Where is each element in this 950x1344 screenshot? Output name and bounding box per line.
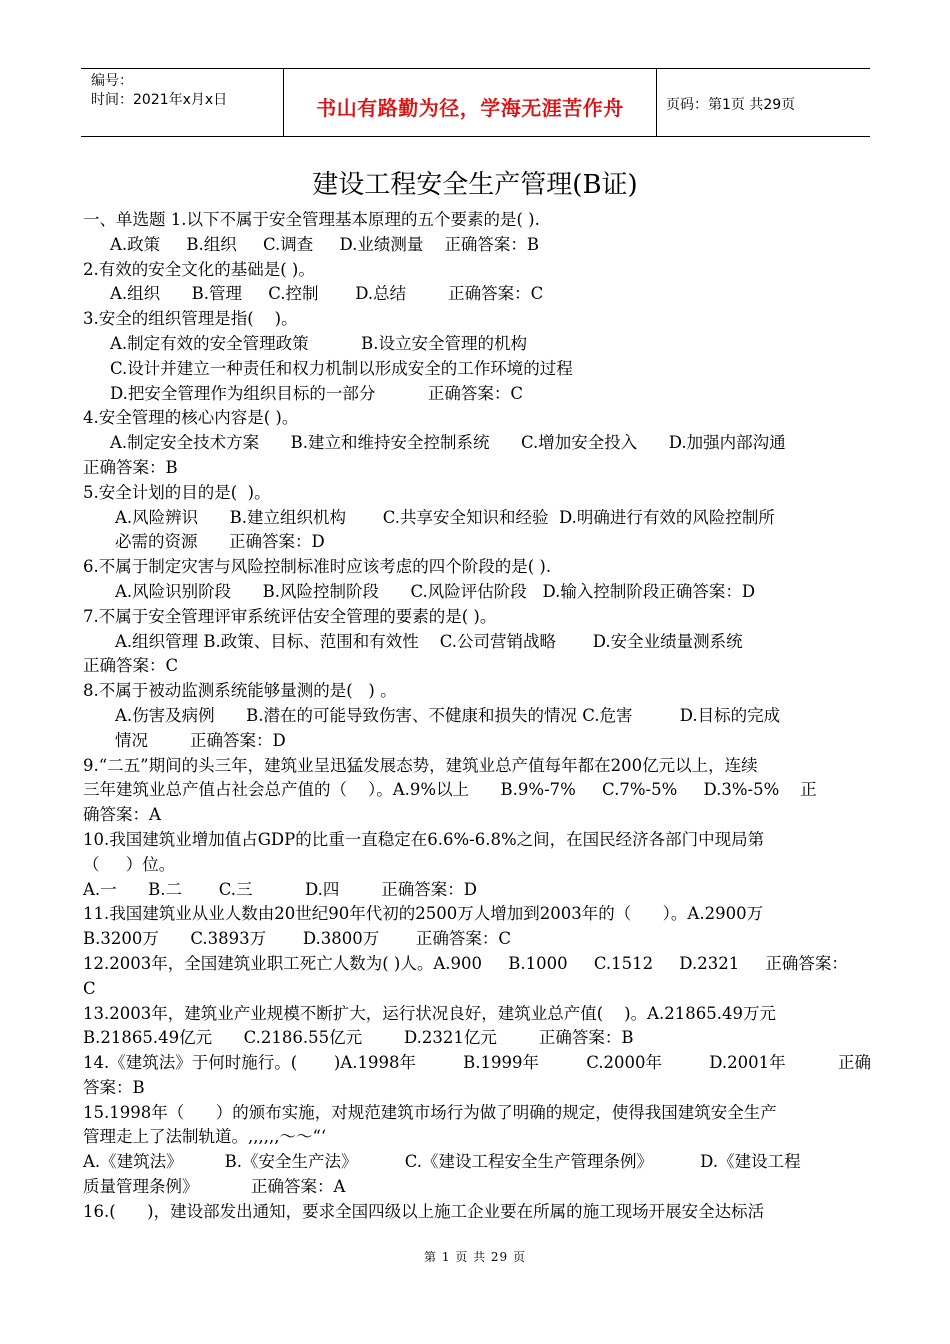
options-line: 必需的资源 正确答案：D: [115, 532, 325, 552]
time-label: 时间：2021年x月x日: [91, 92, 228, 108]
options-line: 质量管理条例》 正确答案：A: [83, 1177, 346, 1197]
question-line: 11.我国建筑业从业人数由20世纪90年代初的2500万人增加到2003年的（ ）。A.2900万: [83, 904, 764, 924]
options-line: A.组织管理 B.政策、目标、范围和有效性 C.公司营销战略 D.安全业绩量测系统: [115, 631, 743, 651]
question-line: 15.1998年（ ）的颁布实施，对规范建筑市场行为做了明确的规定，使得我国建筑安全生产: [83, 1102, 777, 1122]
question-line: 三年建筑业总产值占社会总产值的（ ）。A.9%以上 B.9%-7% C.7%-5% D.3%-5% 正: [83, 780, 817, 800]
header-page-cell: [656, 69, 870, 136]
options-line: A.风险识别阶段 B.风险控制阶段 C.风险评估阶段 D.输入控制阶段正确答案：D: [115, 581, 756, 601]
answer-line: 确答案：A: [83, 805, 161, 825]
options-line: A.《建筑法》 B.《安全生产法》 C.《建设工程安全生产管理条例》 D.《建设工程: [83, 1152, 801, 1172]
question-line: 7.不属于安全管理评审系统评估安全管理的要素的是( )。: [83, 606, 497, 626]
options-line: A.制定有效的安全管理政策 B.设立安全管理的机构: [110, 333, 527, 353]
options-line: C.设计并建立一种责任和权力机制以形成安全的工作环境的过程: [110, 358, 573, 378]
page-footer: 第 1 页 共 29 页: [424, 1250, 526, 1264]
options-line: A.风险辨识 B.建立组织机构 C.共享安全知识和经验 D.明确进行有效的风险控制所: [115, 507, 775, 527]
question-line: （ ）位。: [83, 854, 176, 874]
question-line: 6.不属于制定灾害与风险控制标准时应该考虑的四个阶段的是( ).: [83, 557, 552, 577]
section-heading-line: 一、单选题 1.以下不属于安全管理基本原理的五个要素的是( ).: [83, 210, 540, 229]
question-line: 13.2003年，建筑业产业规模不断扩大，运行状况良好，建筑业总产值( )。A.21865.49万元: [83, 1003, 776, 1023]
question-line: 14.《建筑法》于何时施行。( )A.1998年 B.1999年 C.2000年 D.2001年 正确: [83, 1053, 872, 1073]
question-line: 5.安全计划的目的是( )。: [83, 482, 271, 502]
document-title: 建设工程安全生产管理(B证): [312, 170, 638, 200]
motto-text: 书山有路勤为径，学海无涯苦作舟: [316, 96, 624, 120]
answer-line: 正确答案：C: [83, 656, 179, 676]
question-line: 3.安全的组织管理是指( )。: [83, 309, 298, 329]
options-line: A.伤害及病例 B.潜在的可能导致伤害、不健康和损失的情况 C.危害 D.目标的完成: [115, 705, 781, 725]
question-line: 16.( )，建设部发出通知，要求全国四级以上施工企业要在所属的施工现场开展安全达标活: [83, 1201, 765, 1221]
document-header: [81, 68, 870, 137]
options-line: A.制定安全技术方案 B.建立和维持安全控制系统 C.增加安全投入 D.加强内部沟通: [110, 433, 786, 453]
question-line: 管理走上了法制轨道。,,,,,,～～“‘: [83, 1127, 327, 1147]
options-line: D.把安全管理作为组织目标的一部分 正确答案：C: [110, 383, 523, 403]
code-label: 编号：: [91, 73, 133, 89]
options-line: A.组织 B.管理 C.控制 D.总结 正确答案：C: [110, 284, 544, 304]
answer-line: 正确答案：B: [83, 457, 178, 477]
document-body: [83, 208, 870, 1225]
question-line: 12.2003年，全国建筑业职工死亡人数为( )人。A.900 B.1000 C.1512 D.2321 正确答案：: [83, 953, 848, 973]
answer-line: 答案：B: [83, 1077, 145, 1097]
options-line: A.政策 B.组织 C.调查 D.业绩测量 正确答案：B: [110, 234, 539, 254]
header-motto-cell: [283, 69, 657, 136]
question-line: 4.安全管理的核心内容是( )。: [83, 408, 299, 428]
question-line: 2.有效的安全文化的基础是( )。: [83, 259, 315, 279]
question-line: 9.“二五”期间的头三年，建筑业呈迅猛发展态势，建筑业总产值每年都在200亿元以上，连续: [83, 755, 758, 775]
options-line: B.3200万 C.3893万 D.3800万 正确答案：C: [83, 929, 512, 949]
options-line: 情况 正确答案：D: [115, 730, 286, 750]
page-info: 页码：第1页 共29页: [666, 97, 796, 113]
options-line: B.21865.49亿元 C.2186.55亿元 D.2321亿元 正确答案：B: [83, 1028, 634, 1048]
options-line: A.一 B.二 C.三 D.四 正确答案：D: [83, 879, 478, 899]
question-line: 10.我国建筑业增加值占GDP的比重一直稳定在6.6%-6.8%之间，在国民经济各部门中现局第: [83, 829, 765, 849]
question-line: 8.不属于被动监测系统能够量测的是( ) 。: [83, 681, 397, 701]
header-meta-cell: [81, 69, 283, 136]
answer-line: C: [83, 978, 96, 998]
